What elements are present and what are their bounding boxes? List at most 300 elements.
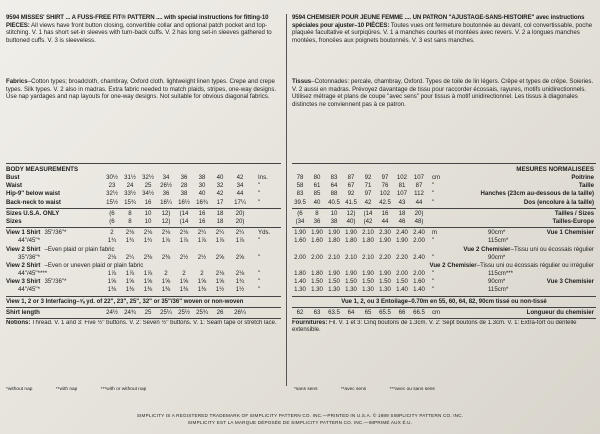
value-cell: 1.50 (379, 278, 391, 286)
row-label-text: Longueur du chemisier (526, 308, 594, 316)
value-cell: 12) (161, 209, 171, 217)
value-cell: 58 (296, 182, 304, 190)
table-row (292, 237, 596, 245)
value-cell: (42 (363, 217, 373, 225)
value-cell: 25½ (178, 308, 190, 316)
trademark-footer (0, 412, 600, 426)
row-label: Vue 1 Chemisier (546, 229, 594, 237)
value-cell: 44 (381, 217, 389, 225)
row-sublabel: 44"/45"* (18, 286, 40, 294)
row-sublabel: 90cm* (488, 278, 506, 286)
row-label-text: Hanches (23cm au-dessous de la taille) (480, 190, 594, 198)
row-label-text: Poitrine (571, 174, 594, 181)
footnote-avec-sens: **avec sens (340, 387, 367, 392)
value-cell: 1⅞ (125, 270, 135, 278)
value-cell: 20) (235, 217, 245, 225)
value-cell: 1⅞ (197, 237, 207, 245)
value-cell: 67 (347, 182, 355, 190)
value-cell: 1⅝ (125, 278, 135, 286)
value-cell: 20) (235, 209, 245, 217)
value-cell: 2⅛ (215, 270, 225, 278)
row-label: View 1 Shirt 35"/36"* (6, 229, 67, 237)
row-label (481, 190, 594, 198)
value-cell: 10 (330, 209, 338, 217)
value-cell: 2⅝ (215, 253, 225, 261)
table-row (292, 199, 596, 207)
value-cell: 2.10 (345, 253, 357, 261)
row-label: Back-neck to waist (6, 198, 61, 206)
value-cell: 1.90 (379, 237, 391, 245)
row-sublabel: 115cm*** (488, 270, 513, 278)
value-cell: 2½ (179, 253, 189, 261)
unit-cell: Ins. (258, 174, 268, 181)
value-cell: 1⅝ (215, 278, 225, 286)
row-sublabel: –Even plaid or plain fabric (44, 245, 115, 253)
trademark-french: SIMPLICITY EST LA MARQUE DÉPOSÉE DE SIMPLICITY PATTERN CO. INC.—IMPRIMÉ AUX É.U. (187, 420, 413, 425)
value-cell: 1½ (235, 286, 245, 294)
unit-cell: " (258, 198, 261, 206)
unit-cell: " (432, 190, 435, 198)
value-cell: 65.5 (379, 308, 391, 316)
value-cell: 32 (216, 182, 224, 190)
value-cell: 1.90 (328, 270, 340, 278)
value-cell: 25¾ (196, 308, 208, 316)
value-cell: 34½ (142, 190, 154, 198)
value-cell: 1¾ (235, 278, 245, 286)
value-cell: 85 (313, 190, 321, 198)
value-cell: 39.5 (294, 198, 306, 206)
value-cell: 8 (315, 209, 319, 217)
value-cell: 1⅞ (215, 237, 225, 245)
row-label-text: Dos (encolure à la taille) (523, 198, 594, 206)
value-cell: 1⅜ (161, 286, 171, 294)
row-label-text: Tailles / Sizes (554, 209, 594, 217)
table-row (6, 229, 281, 237)
table-row (292, 270, 596, 278)
value-cell: 34 (162, 174, 170, 181)
value-cell: 2⅜ (161, 253, 171, 261)
english-description: All views have front button closing, convertible collar and optional patch pocket and top-stitching. V. 1 has short set-in sleeves with turn-back cuffs. V. 2 has long set-in sleeves gathered to buttoned cuffs. V. 3 is sleeveless. (6, 21, 272, 45)
row-label (429, 262, 594, 270)
value-cell: 102 (396, 174, 408, 181)
value-cell: 36 (162, 190, 170, 198)
row-label: View 3 Shirt 35"/36"* (6, 278, 67, 286)
value-cell: (34 (295, 217, 305, 225)
value-cell: 40) (346, 217, 356, 225)
row-sublabel: 35"/36"* (44, 278, 67, 286)
row-label: Vue 3 Chemisier (546, 278, 594, 286)
value-cell: 92 (347, 190, 355, 198)
value-cell: 1.90 (362, 270, 374, 278)
value-cell: 43 (398, 198, 406, 206)
value-cell: 87 (415, 182, 423, 190)
value-cell: 33½ (124, 190, 136, 198)
value-cell: 71 (364, 182, 372, 190)
value-cell: 38 (198, 174, 206, 181)
table-row (292, 262, 596, 270)
fabrics-text: –Cotton types; broadcloth, chambray, Oxford cloth. lightweight linen types. Crepe and crepe types. Silk types. V. 2 also in madras. Extra fabric needed to match plaids, stripes, one-way designs. Use nap yardages and nap layouts for one-way designs. Not suitable for obvious diagonal fabrics. (6, 78, 277, 100)
metrage-table (292, 229, 596, 295)
value-cell: 2.40 (396, 229, 408, 237)
value-cell: 38 (330, 217, 338, 225)
unit-cell: " (258, 182, 261, 190)
unit-cell: cm (432, 174, 441, 181)
unit-cell: " (258, 253, 261, 261)
row-label (524, 199, 594, 207)
value-cell: 2.00 (396, 270, 408, 278)
row-label (579, 182, 594, 190)
row-label: Sizes U.S.A. ONLY (6, 209, 60, 217)
value-cell: 2 (110, 229, 114, 237)
unit-cell: " (258, 190, 261, 198)
value-cell: 88 (330, 190, 338, 198)
value-cell: 1.40 (396, 286, 408, 294)
french-fabrics (292, 78, 596, 162)
value-cell: 16 (198, 209, 206, 217)
value-cell: 16¼ (160, 198, 172, 206)
table-row (6, 237, 281, 245)
row-label-text: Vue 2 Chemisier (429, 261, 477, 269)
value-cell: 31½ (124, 174, 136, 181)
table-row (6, 199, 281, 207)
shirt-length-row (6, 309, 281, 317)
value-cell: 66.5 (413, 308, 425, 316)
value-cell: 1.80 (311, 270, 323, 278)
value-cell: 8 (128, 209, 132, 217)
unit-cell: " (258, 286, 261, 294)
table-row (6, 278, 281, 286)
value-cell: 83 (296, 190, 304, 198)
table-row (292, 229, 596, 237)
table-row (6, 262, 281, 270)
entoilage-note (292, 298, 596, 306)
value-cell: 36 (180, 174, 188, 181)
value-cell: 8 (128, 217, 132, 225)
value-cell: 2.20 (396, 253, 408, 261)
row-label: View 2 Shirt –Even plaid or plain fabric (6, 245, 115, 253)
value-cell: 63 (313, 308, 321, 316)
row-label: Waist (6, 182, 23, 190)
notions-note (6, 320, 281, 328)
value-cell: 97 (381, 174, 389, 181)
value-cell: 1.90 (294, 229, 306, 237)
table-row (292, 210, 596, 218)
value-cell: 2⅛ (161, 229, 171, 237)
value-cell: 2¼ (215, 229, 225, 237)
value-cell: 1.80 (362, 237, 374, 245)
english-footnotes (6, 387, 284, 392)
value-cell: 66 (398, 308, 406, 316)
value-cell: 107 (413, 174, 425, 181)
value-cell: 40 (198, 190, 206, 198)
french-description: Toutes vues ont fermeture boutonnée au devant, col convertissable, poche plaquée facultative et surpiqûres. V. 1 a manches courtes et montées avec revers. V. 2 a longues manches montées, froncées aux poignets boutonnés. V. 3 est sans manches. (292, 21, 593, 45)
value-cell: 18 (216, 217, 224, 225)
unit-cell: " (432, 253, 435, 261)
value-cell: 1.40 (413, 286, 425, 294)
table-row (6, 190, 281, 198)
value-cell: 26 (216, 308, 224, 316)
notions-text: Thread. V. 1 and 3: Five ½" buttons. V. 2: Seven ½" buttons. V. 1: Seam tape or stretch lace. (31, 319, 277, 326)
mesures-table (292, 174, 596, 207)
value-cell: 2¼ (125, 253, 135, 261)
value-cell: 1.90 (345, 270, 357, 278)
tissus-text: –Cotonnades: percale, chambray, Oxford. Types de toile de lin légers. Crêpe et types de crêpe. Soieries. V. 2 aussi en madras. Prévoyez davantage de tissu pour raccorder écossais, rayures, motifs unidirectionnels. Utilisez métrage et plans de coupe "avec sens" pour tissus à motif unidirectionnel. Les tissus à diagonales distinctes ne conviennent pas à ce patron. (292, 78, 594, 108)
footnote-avec-ou-sans-sens: ***avec ou sans sens (389, 387, 435, 392)
row-sublabel: –Tissu uni ou écossais régulier (510, 245, 594, 253)
row-label (6, 286, 40, 294)
value-cell: 1.30 (362, 286, 374, 294)
value-cell: 44 (415, 198, 423, 206)
value-cell: 112 (414, 190, 424, 198)
value-cell: 1⅝ (107, 278, 117, 286)
value-cell: 42.5 (379, 198, 391, 206)
value-cell: 65 (364, 308, 372, 316)
row-label (552, 218, 594, 226)
value-cell: 16 (144, 198, 152, 206)
value-cell: 62 (296, 308, 304, 316)
table-row (292, 278, 596, 286)
table-row (6, 270, 281, 278)
trademark-english: SIMPLICITY IS A REGISTERED TRADEMARK OF SIMPLICITY PATTERN CO. INC.—PRINTED IN U.S.A. © 1989 SIMPLICITY PATTERN CO. INC. (136, 413, 464, 418)
value-cell: 1.50 (328, 278, 340, 286)
value-cell: 17 (216, 198, 224, 206)
row-label (6, 254, 40, 262)
value-cell: 2⅛ (143, 229, 153, 237)
unit-cell: Yds. (258, 229, 271, 237)
body-measurements-table (6, 174, 281, 207)
table-row (292, 286, 596, 294)
row-sublabel: 44"/45"**** (18, 270, 48, 278)
value-cell: 1⅝ (143, 278, 153, 286)
value-cell: 1½ (215, 286, 225, 294)
value-cell: 92 (364, 174, 372, 181)
value-cell: 1¾ (143, 237, 153, 245)
value-cell: 102 (379, 190, 391, 198)
value-cell: 42 (364, 198, 372, 206)
value-cell: 38 (180, 190, 188, 198)
unit-cell: cm (432, 308, 441, 316)
value-cell: 1⅜ (197, 286, 207, 294)
interfacing-text: View 1, 2 or 3 Interfacing–⅝ yd. of 22", 23", 25", 32" or 35"/36" woven or non-woven (6, 298, 244, 305)
value-cell: 1.80 (328, 237, 340, 245)
value-cell: 1.60 (294, 237, 306, 245)
row-label: Hip-9" below waist (6, 190, 61, 198)
row-label (527, 309, 594, 317)
value-cell: 2.00 (294, 253, 306, 261)
english-intro (6, 14, 281, 76)
value-cell: 16½ (178, 198, 190, 206)
value-cell: 41.5 (345, 198, 357, 206)
value-cell: 1.60 (413, 278, 425, 286)
value-cell: 1.30 (328, 286, 340, 294)
body-measurements-heading: BODY MEASUREMENTS (6, 166, 79, 173)
value-cell: 12) (346, 209, 356, 217)
row-label (6, 237, 40, 245)
french-header: 9594 CHEMISIER POUR JEUNE FEMME .... UN PATRON "AJUSTAGE-SANS-HISTOIRE" avec instructions spéciales pour ajuster–10 PIÈCES: (292, 14, 585, 29)
value-cell: 40 (216, 174, 224, 181)
value-cell: 1⅞ (235, 237, 245, 245)
value-cell: 97 (364, 190, 372, 198)
value-cell: 2⅛ (107, 253, 117, 261)
value-cell: 25 (144, 308, 152, 316)
sizes-table (6, 210, 281, 226)
table-row (6, 210, 281, 218)
french-column (286, 14, 596, 386)
value-cell: 34 (236, 182, 244, 190)
value-cell: 2⅛ (125, 229, 135, 237)
value-cell: 2 (200, 270, 204, 278)
row-label (6, 270, 47, 278)
longueur-row (292, 309, 596, 317)
footnote-without-nap: *without nap (6, 387, 33, 392)
value-cell: 1.50 (396, 278, 408, 286)
row-label: Shirt length (6, 308, 40, 316)
table-row (6, 286, 281, 294)
value-cell: 1⅜ (125, 286, 135, 294)
row-sublabel: 115cm* (488, 286, 509, 294)
mesures-heading: MESURES NORMALISEES (516, 166, 594, 173)
value-cell: 20) (414, 209, 424, 217)
row-label: View 2 Shirt –Even or uneven plaid or plain fabric (6, 261, 144, 269)
value-cell: 1.30 (379, 286, 391, 294)
notions-label: Notions: (6, 319, 31, 326)
value-cell: 61 (313, 182, 321, 190)
yardage-table (6, 229, 281, 295)
fournitures-text: Fil. V. 1 et 3: Cinq boutons de 1.3cm. V. 2: Sept boutons de 1.3cm. V. 1: Extra-fort ou dentelle extensible. (292, 319, 577, 334)
value-cell: 24¾ (124, 308, 136, 316)
value-cell: 1¾ (107, 237, 117, 245)
row-sublabel: 35"/36"* (18, 253, 40, 261)
row-label-text: Taille (578, 182, 594, 190)
value-cell: 1.90 (311, 229, 323, 237)
value-cell: 1.80 (294, 270, 306, 278)
value-cell: 1⅜ (143, 286, 153, 294)
value-cell: 63.5 (328, 308, 340, 316)
table-row (6, 254, 281, 262)
value-cell: 26½ (160, 182, 172, 190)
unit-cell: " (432, 270, 435, 278)
value-cell: 1.40 (294, 278, 306, 286)
table-row (6, 246, 281, 254)
value-cell: 12) (161, 217, 171, 225)
value-cell: 26¼ (234, 308, 246, 316)
value-cell: 64 (330, 182, 338, 190)
unit-cell: " (258, 278, 261, 286)
value-cell: (14 (363, 209, 373, 217)
unit-cell: " (432, 286, 435, 294)
row-label (463, 246, 594, 254)
table-row (292, 218, 596, 226)
value-cell: 1⅜ (179, 286, 189, 294)
fabrics-label: Fabrics (6, 78, 28, 85)
value-cell: 42 (216, 190, 224, 198)
row-label: Bust (6, 174, 20, 181)
value-cell: 10 (144, 209, 152, 217)
value-cell: 1.90 (396, 237, 408, 245)
value-cell: 1⅜ (107, 286, 117, 294)
value-cell: 42 (236, 174, 244, 181)
table-row (292, 254, 596, 262)
tissus-label: Tissus (292, 78, 312, 85)
value-cell: 2.40 (413, 229, 425, 237)
unit-cell: " (432, 182, 435, 190)
table-row (292, 246, 596, 254)
value-cell: 1⅝ (179, 278, 189, 286)
table-row (292, 309, 596, 317)
footnote-with-or-without-nap: ***with or without nap (100, 387, 147, 392)
value-cell: 2.10 (328, 253, 340, 261)
row-label (555, 210, 594, 218)
french-footnotes (294, 387, 594, 392)
table-row (292, 190, 596, 198)
row-label: Sizes (6, 217, 22, 225)
value-cell: 15¾ (124, 198, 136, 206)
english-fabrics (6, 78, 281, 162)
value-cell: 2.10 (362, 229, 374, 237)
value-cell: 44 (236, 190, 244, 198)
value-cell: 40.5 (328, 198, 340, 206)
value-cell: 2.20 (379, 253, 391, 261)
row-label (571, 174, 594, 182)
value-cell: (6 (109, 209, 115, 217)
value-cell: (14 (179, 209, 189, 217)
value-cell: (14 (179, 217, 189, 225)
footnote-with-nap: **with nap (55, 387, 78, 392)
value-cell: 2.00 (413, 270, 425, 278)
unit-cell: " (258, 270, 261, 278)
value-cell: 2⅛ (235, 270, 245, 278)
value-cell: 1.50 (345, 278, 357, 286)
value-cell: 25 (144, 182, 152, 190)
table-row (292, 174, 596, 182)
value-cell: 1.30 (294, 286, 306, 294)
value-cell: 1⅝ (197, 278, 207, 286)
row-sublabel: 44"/45"* (18, 237, 40, 245)
value-cell: 30 (198, 182, 206, 190)
value-cell: 64 (347, 308, 355, 316)
table-row (6, 309, 281, 317)
unit-cell: m (432, 229, 438, 237)
value-cell: 1⅝ (161, 278, 171, 286)
footnote-sans-sens: *sans sens (294, 387, 318, 392)
french-intro (292, 14, 596, 76)
value-cell: 1⅞ (179, 237, 189, 245)
value-cell: 40 (313, 198, 321, 206)
value-cell: 1.50 (311, 278, 323, 286)
value-cell: 83 (330, 174, 338, 181)
value-cell: 2¼ (235, 229, 245, 237)
table-row (6, 218, 281, 226)
row-label-text: Tailles-Europe (552, 217, 594, 225)
value-cell: 1.80 (345, 237, 357, 245)
value-cell: 16 (198, 217, 206, 225)
value-cell: 16¾ (196, 198, 208, 206)
value-cell: (6 (109, 217, 115, 225)
value-cell: 2¼ (197, 229, 207, 237)
value-cell: (6 (297, 209, 303, 217)
value-cell: 76 (381, 182, 389, 190)
row-sublabel: 90cm* (488, 253, 506, 261)
value-cell: 107 (396, 190, 408, 198)
value-cell: 10 (144, 217, 152, 225)
value-cell: 1⅞ (107, 270, 117, 278)
english-header: 9594 MISSES' SHIRT ... A FUSS-FREE FIT® PATTERN .... with special instructions for fitting-10 PIECES: (6, 14, 269, 29)
value-cell: 24 (126, 182, 134, 190)
value-cell: 2⅜ (143, 253, 153, 261)
row-sublabel: 35"/36"* (44, 229, 67, 237)
row-sublabel: –Even or uneven plaid or plain fabric (44, 261, 144, 269)
value-cell: 1.50 (362, 278, 374, 286)
